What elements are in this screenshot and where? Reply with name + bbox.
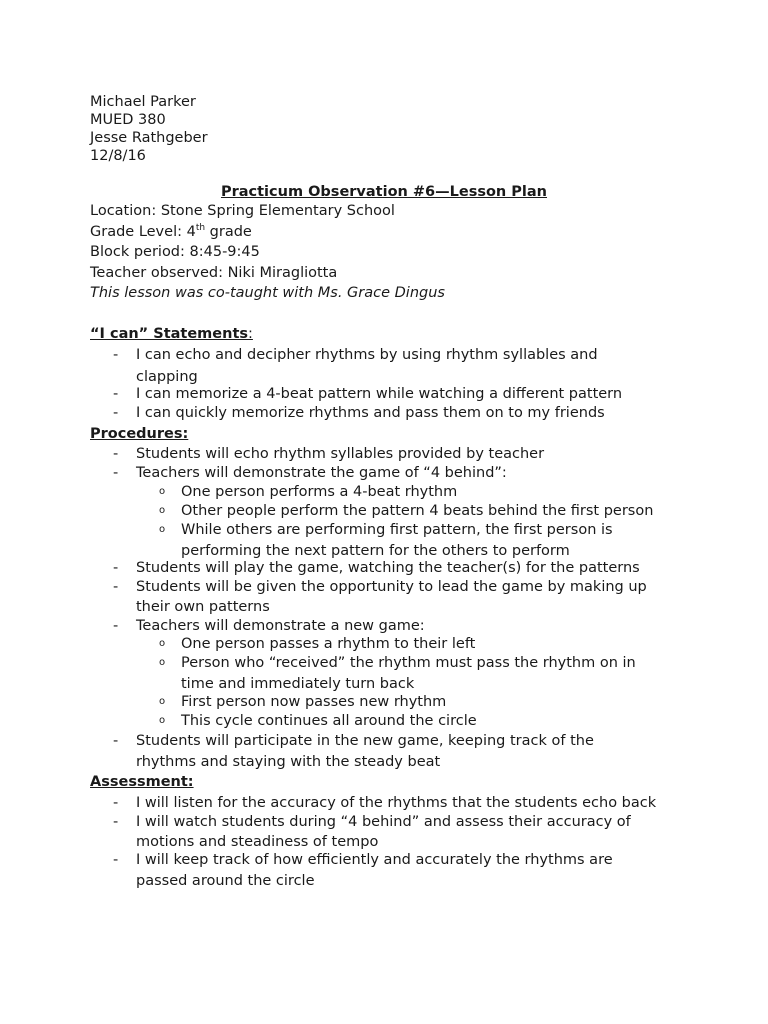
- list-item-text: their own patterns: [136, 599, 270, 615]
- circle-bullet: o: [159, 505, 166, 516]
- sub-item-text: time and immediately turn back: [181, 676, 415, 692]
- circle-bullet: o: [159, 696, 166, 707]
- document-header: [90, 93, 208, 165]
- list-item-text: rhythms and staying with the steady beat: [136, 754, 441, 770]
- lesson-info: [90, 201, 445, 304]
- list-item-text: Teachers will demonstrate a new game:: [136, 618, 425, 634]
- dash-bullet: -: [113, 405, 119, 421]
- list-item-text: I will watch students during “4 behind” and assess their accuracy of: [136, 814, 631, 830]
- dash-bullet: -: [113, 347, 119, 363]
- circle-bullet: o: [159, 657, 166, 668]
- sub-item-text: This cycle continues all around the circle: [181, 713, 477, 729]
- sub-item-text: First person now passes new rhythm: [181, 694, 447, 710]
- sub-item-text: Person who “received” the rhythm must pass the rhythm on in: [181, 655, 636, 671]
- circle-bullet: o: [159, 715, 166, 726]
- location-line: Location: Stone Spring Elementary School: [90, 203, 395, 219]
- list-item-text: I can echo and decipher rhythms by using rhythm syllables and: [136, 347, 598, 363]
- page-title: Practicum Observation #6—Lesson Plan: [220, 184, 548, 200]
- i-can-heading: [90, 324, 253, 344]
- grade-ordinal-suffix: th: [195, 222, 206, 233]
- list-item-text: Students will participate in the new game, keeping track of the: [136, 733, 594, 749]
- i-can-heading-text: “I can” Statements: [90, 326, 249, 342]
- dash-bullet: -: [113, 852, 119, 868]
- dash-bullet: -: [113, 618, 119, 634]
- circle-bullet: o: [159, 638, 166, 649]
- block-period-line: Block period: 8:45-9:45: [90, 244, 260, 260]
- document-date: 12/8/16: [90, 148, 146, 164]
- teacher-observed-line: Teacher observed: Niki Miragliotta: [90, 264, 338, 281]
- co-taught-note: This lesson was co-taught with Ms. Grace Dingus: [90, 285, 445, 301]
- assessment-heading: Assessment:: [90, 774, 194, 790]
- dash-bullet: -: [113, 560, 119, 576]
- dash-bullet: -: [113, 795, 119, 811]
- list-item-text: Students will be given the opportunity to lead the game by making up: [136, 579, 647, 595]
- list-item-text: motions and steadiness of tempo: [136, 834, 379, 850]
- dash-bullet: -: [113, 465, 119, 481]
- grade-level-suffix: grade: [205, 223, 252, 240]
- grade-level-line: [90, 222, 445, 243]
- sub-item-text: performing the next pattern for the others to perform: [181, 543, 570, 559]
- sub-item-text: Other people perform the pattern 4 beats behind the first person: [181, 503, 654, 519]
- list-item-text: Students will echo rhythm syllables provided by teacher: [136, 446, 545, 462]
- procedures-heading: Procedures:: [90, 426, 189, 442]
- course-code: MUED 380: [90, 112, 166, 128]
- list-item-text: passed around the circle: [136, 873, 315, 889]
- sub-item-text: One person performs a 4-beat rhythm: [181, 484, 458, 500]
- sub-item-text: One person passes a rhythm to their left: [181, 636, 476, 652]
- i-can-heading-colon: :: [248, 326, 253, 342]
- list-item-text: I can memorize a 4-beat pattern while watching a different pattern: [136, 386, 623, 402]
- sub-item-text: While others are performing first pattern, the first person is: [181, 522, 613, 538]
- dash-bullet: -: [113, 814, 119, 830]
- instructor-name: Jesse Rathgeber: [90, 130, 208, 146]
- dash-bullet: -: [113, 579, 119, 595]
- circle-bullet: o: [159, 486, 166, 497]
- list-item-text: Teachers will demonstrate the game of “4 behind”:: [136, 465, 507, 481]
- grade-level-prefix: Grade Level: 4: [90, 223, 196, 240]
- author-name: Michael Parker: [90, 94, 196, 110]
- list-item-text: I will keep track of how efficiently and accurately the rhythms are: [136, 852, 613, 868]
- list-item-text: I can quickly memorize rhythms and pass them on to my friends: [136, 405, 605, 421]
- dash-bullet: -: [113, 446, 119, 462]
- list-item-text: clapping: [136, 369, 198, 385]
- list-item-text: Students will play the game, watching the teacher(s) for the patterns: [136, 560, 640, 576]
- circle-bullet: o: [159, 524, 166, 535]
- dash-bullet: -: [113, 733, 119, 749]
- dash-bullet: -: [113, 386, 119, 402]
- list-item-text: I will listen for the accuracy of the rhythms that the students echo back: [136, 795, 657, 811]
